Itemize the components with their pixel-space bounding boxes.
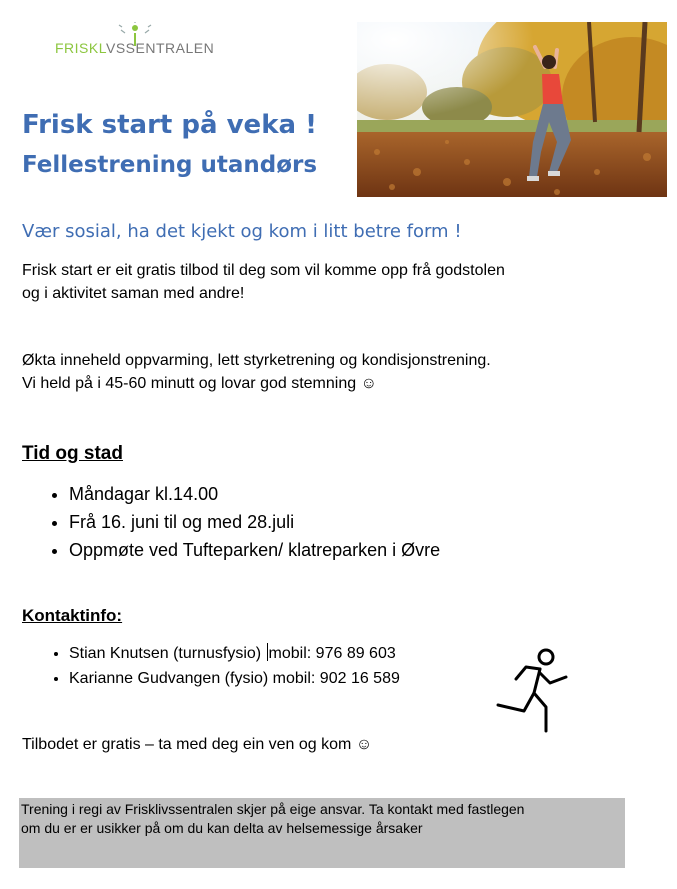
- contact-stian-phone: mobil: 976 89 603: [268, 645, 396, 662]
- free-offer-text: Tilbodet er gratis – ta med deg ein ven og kom ☺: [22, 736, 373, 753]
- intro-line-1: Frisk start er eit gratis tilbod til deg som vil komme opp frå godstolen: [22, 262, 505, 279]
- list-item: • Oppmøte ved Tufteparken/ klatreparken i Øvre: [69, 536, 440, 564]
- text-cursor: [267, 643, 268, 661]
- disclaimer-box: [19, 798, 625, 868]
- page-title: Frisk start på veka !: [22, 110, 317, 140]
- contact-item-stian: [69, 641, 400, 666]
- session-paragraph: [22, 349, 491, 395]
- contact-list: [22, 641, 400, 691]
- session-line-1: Økta inneheld oppvarming, lett styrketrening og kondisjonstrening.: [22, 352, 491, 369]
- logo-text-dark: VSSENTRALEN: [105, 40, 215, 56]
- contact-karianne-text: Karianne Gudvangen (fysio) mobil: 902 16 589: [69, 670, 400, 687]
- contact-heading: Kontaktinfo:: [22, 606, 123, 625]
- header-photo: [357, 22, 667, 197]
- intro-line-2: og i aktivitet saman med andre!: [22, 285, 245, 302]
- disclaimer-line-1: Trening i regi av Frisklivssentralen skjer på eige ansvar. Ta kontakt med fastlegen: [21, 801, 525, 817]
- session-line-2: Vi held på i 45-60 minutt og lovar god stemning ☺: [22, 375, 377, 392]
- time-place-heading: Tid og stad: [22, 443, 123, 464]
- disclaimer-line-2: om du er er usikker på om du kan delta av helsemessige årsaker: [21, 820, 423, 836]
- page-subtitle: Fellestrening utandørs: [22, 152, 318, 178]
- list-item: • Måndagar kl.14.00: [69, 480, 440, 508]
- time-place-list: [22, 480, 440, 564]
- running-person-icon: [490, 645, 575, 740]
- logo-text-green: FRISKL: [55, 40, 106, 56]
- woman-stretching-autumn-park-photo-icon: [357, 22, 667, 197]
- intro-paragraph: [22, 259, 505, 305]
- list-item: • Frå 16. juni til og med 28.juli: [69, 508, 440, 536]
- contact-stian-name: Stian Knutsen (turnusfysio): [69, 645, 266, 662]
- contact-item-karianne: [69, 666, 400, 691]
- frisklivssentralen-logo: [55, 22, 285, 62]
- logo-wordmark: [55, 40, 214, 56]
- tagline: Vær sosial, ha det kjekt og kom i litt betre form !: [22, 221, 462, 242]
